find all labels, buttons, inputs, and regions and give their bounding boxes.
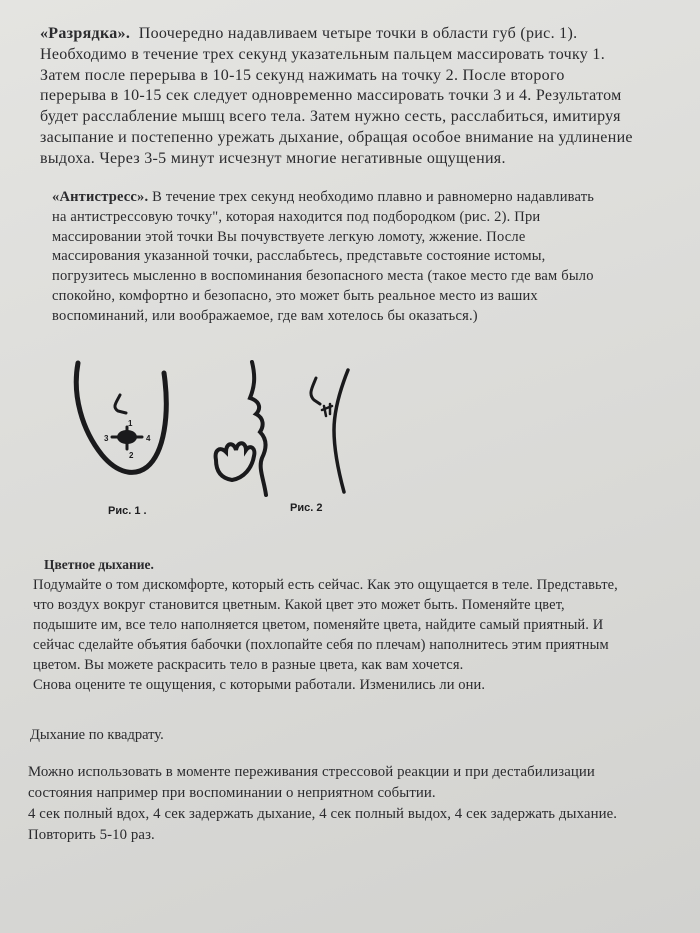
figure-2-chin-point bbox=[204, 360, 354, 500]
section-antistress bbox=[52, 188, 594, 327]
section-antistress-line-5: погрузитесь мысленно в воспоминания безопасного места (такое место где вам было bbox=[52, 268, 594, 285]
section-discharge-line-7: выдоха. Через 3-5 минут исчезнут многие негативные ощущения. bbox=[40, 149, 506, 167]
section-color-breathing-line-3: подышите им, все тело наполняется цветом, поменяйте цвета, найдите самый приятный. И bbox=[33, 617, 604, 633]
figure-1-point-3: 3 bbox=[104, 434, 109, 443]
section-antistress-line-4: массирования указанной точки, расслабьтесь, представьте состояние истомы, bbox=[52, 248, 546, 265]
section-antistress-title: «Антистресс». bbox=[52, 189, 149, 205]
section-square-breathing-line-2: состояния например при воспоминании о неприятном событии. bbox=[28, 785, 436, 801]
figure-1-point-4: 4 bbox=[146, 434, 151, 443]
section-color-breathing-line-4: сейчас сделайте объятия бабочки (похлопайте себя по плечам) наполнитесь этим приятным bbox=[33, 637, 609, 653]
section-color-breathing-line-1: Подумайте о том дискомфорте, который есть сейчас. Как это ощущается в теле. Представьте, bbox=[33, 577, 618, 593]
section-discharge-line-2: Необходимо в течение трех секунд указательным пальцем массировать точку 1. bbox=[40, 45, 605, 63]
figure-1-caption: Рис. 1 . bbox=[108, 505, 147, 517]
section-discharge bbox=[40, 24, 633, 170]
section-square-breathing-line-1: Можно использовать в моменте переживания стрессовой реакции и при дестабилизации bbox=[28, 764, 595, 780]
section-discharge-line-6: засыпание и постепенно урежать дыхание, обращая особое внимание на удлинение bbox=[40, 128, 633, 146]
figure-1-point-1: 1 bbox=[128, 419, 133, 428]
section-discharge-line-4: перерыва в 10-15 сек следует одновременно массировать точки 3 и 4. Результатом bbox=[40, 87, 622, 105]
section-discharge-title: «Разрядка». bbox=[40, 25, 131, 42]
section-square-breathing-line-4: Повторить 5-10 раз. bbox=[28, 827, 155, 843]
section-color-breathing-line-5: цветом. Вы можете раскрасить тело в разные цвета, как вам хочется. bbox=[33, 657, 464, 673]
section-discharge-line-3: Затем после перерыва в 10-15 секунд нажимать на точку 2. После второго bbox=[40, 66, 565, 84]
figure-2-caption: Рис. 2 bbox=[290, 502, 323, 514]
section-antistress-line-3: массировании этой точки Вы почувствуете легкую ломоту, жжение. После bbox=[52, 228, 526, 245]
section-color-breathing-line-6: Снова оцените те ощущения, с которыми работали. Изменились ли они. bbox=[33, 677, 486, 693]
section-color-breathing-title: Цветное дыхание. bbox=[44, 557, 154, 572]
section-antistress-line-2: на антистрессовую точку", которая находится под подбородком (рис. 2). При bbox=[52, 208, 541, 225]
section-discharge-line-1: «Разрядка». Поочередно надавливаем четыре точки в области губ (рис. 1). bbox=[40, 25, 578, 42]
section-antistress-line-6: спокойно, комфортно и безопасно, это может быть реальное место из ваших bbox=[52, 287, 538, 304]
section-color-breathing-line-2: что воздух вокруг становится цветным. Какой цвет это может быть. Поменяйте цвет, bbox=[33, 597, 565, 613]
section-square-breathing bbox=[28, 762, 617, 846]
figure-1-point-2: 2 bbox=[129, 451, 134, 460]
section-color-breathing bbox=[33, 575, 618, 695]
figure-1-face-points bbox=[72, 355, 180, 500]
section-antistress-line-1: «Антистресс». В течение трех секунд необходимо плавно и равномерно надавливать bbox=[52, 189, 595, 205]
section-discharge-line-5: будет расслабление мышц всего тела. Затем нужно сесть, расслабиться, имитируя bbox=[40, 108, 621, 126]
section-square-breathing-title: Дыхание по квадрату. bbox=[30, 727, 164, 743]
section-antistress-line-7: воспоминаний, или воображаемое, где вам хотелось бы оказаться.) bbox=[52, 307, 478, 324]
section-square-breathing-line-3: 4 сек полный вдох, 4 сек задержать дыхание, 4 сек полный выдох, 4 сек задержать дыхание. bbox=[28, 806, 618, 822]
